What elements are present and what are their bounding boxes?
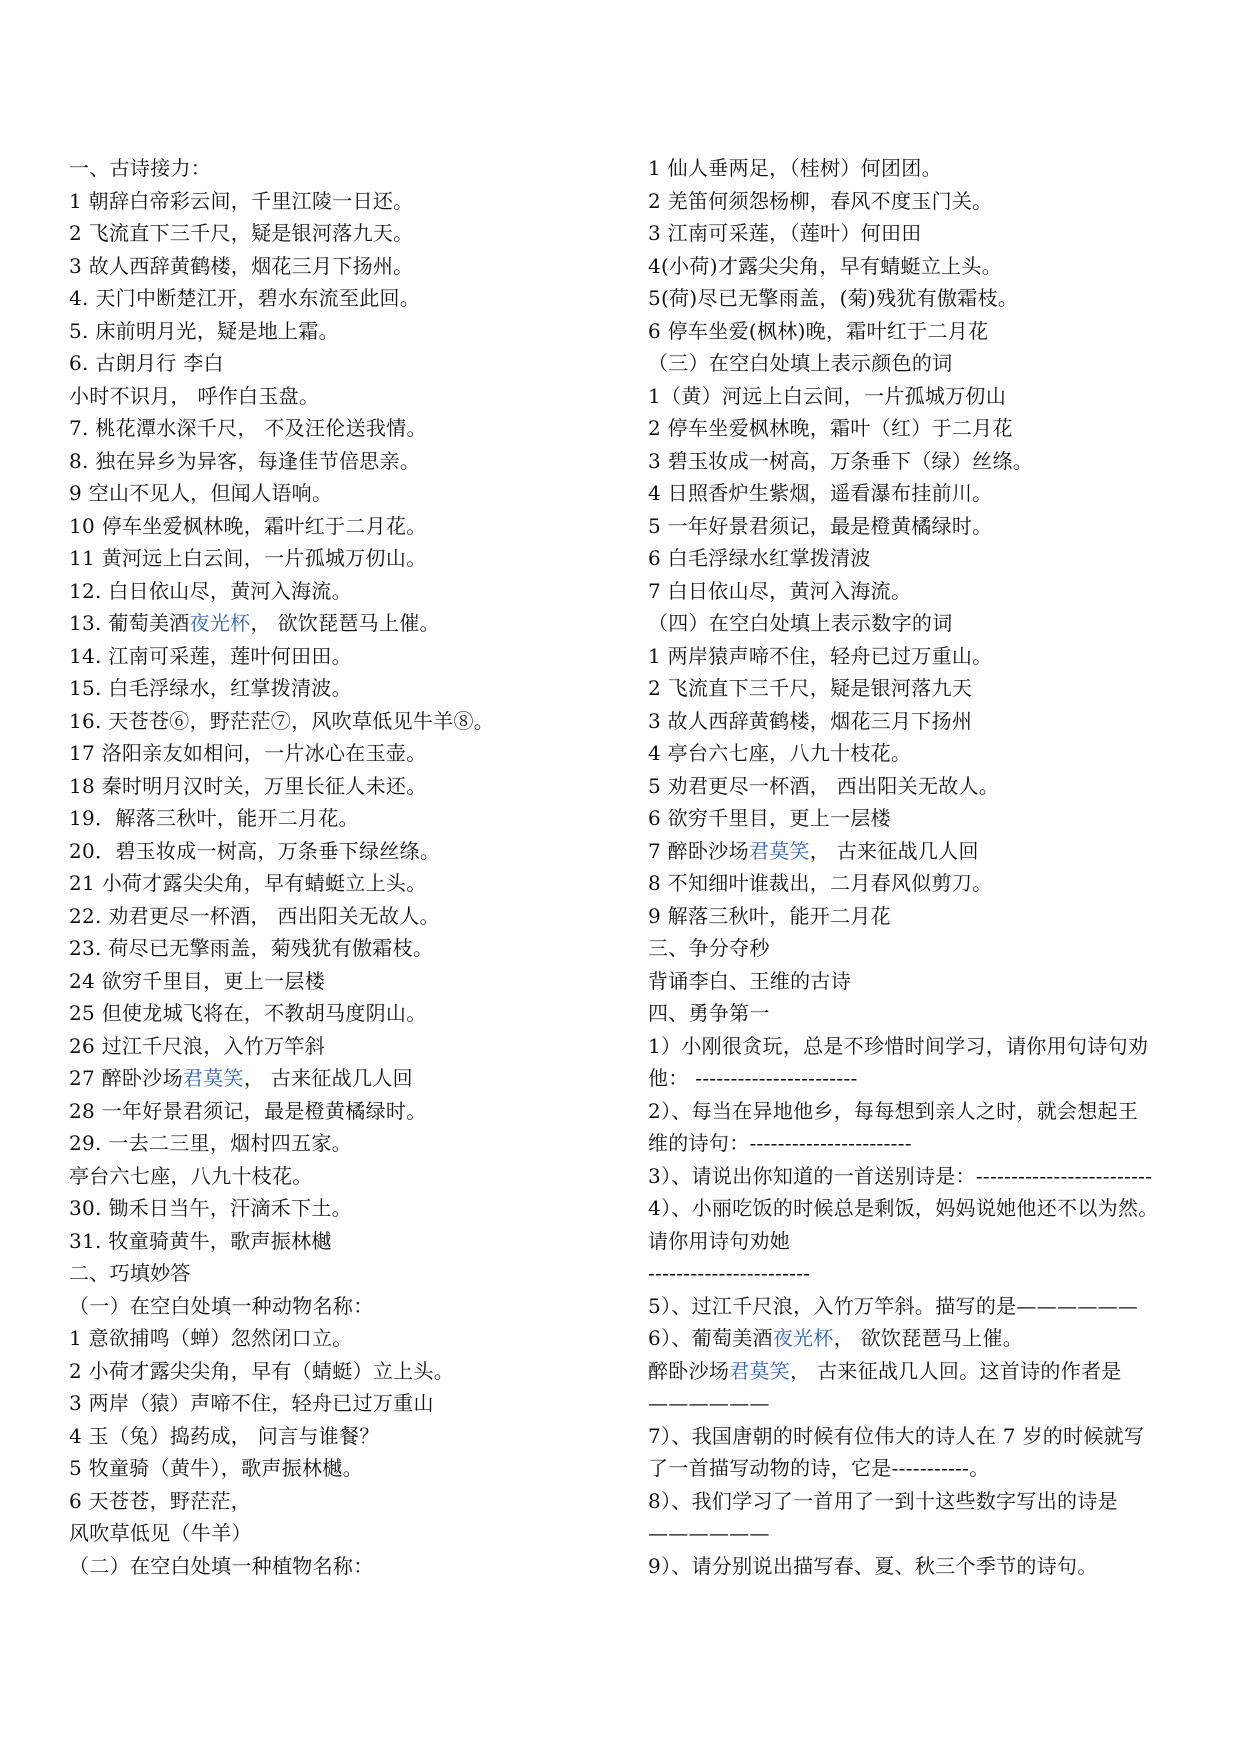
text-line: 23. 荷尽已无擎雨盖，菊残犹有傲霜枝。 (69, 936, 434, 960)
text-line: —————— (648, 1521, 770, 1545)
text-line: 4）、小丽吃饭的时候总是剩饭，妈妈说她他还不以为然。 (648, 1196, 1159, 1220)
text-line: 15. 白毛浮绿水，红掌拨清波。 (69, 676, 352, 700)
text-line: 24 欲穷千里目，更上一层楼 (69, 968, 326, 993)
text-line: 19．解落三秋叶，能开二月花。 (69, 806, 359, 830)
text-segment: 27 醉卧沙场 (69, 1066, 183, 1090)
text-line (69, 1062, 629, 1095)
text-line: 3 江南可采莲，（莲叶）何田田 (648, 221, 922, 245)
text-line: 6 白毛浮绿水红掌拨清波 (648, 546, 871, 570)
text-line: 3 故人西辞黄鹤楼，烟花三月下扬州 (648, 708, 973, 733)
text-line: 14. 江南可采莲，莲叶何田田。 (69, 643, 352, 668)
text-segment: ， 古来征战几人回 (243, 1066, 413, 1090)
text-segment: 醉卧沙场 (648, 1358, 730, 1383)
text-line (69, 607, 629, 640)
text-line: 22. 劝君更尽一杯酒， 西出阳关无故人。 (69, 903, 440, 928)
text-line: 18 秦时明月汉时关，万里长征人未还。 (69, 773, 427, 798)
text-line: 1 仙人垂两足，（桂树）何团团。 (648, 156, 942, 180)
text-line: 一、古诗接力： (69, 156, 212, 180)
text-line: 28 一年好景君须记，最是橙黄橘绿时。 (69, 1098, 427, 1123)
text-line: （四）在空白处填上表示数字的词 (648, 611, 953, 635)
text-line: 25 但使龙城飞将在，不教胡马度阴山。 (69, 1001, 427, 1025)
text-line: 16. 天苍苍⑥，野茫茫⑦，风吹草低见牛羊⑧。 (69, 708, 495, 733)
text-line: 背诵李白、王维的古诗 (648, 968, 851, 993)
text-line: 9）、请分别说出描写春、夏、秋三个季节的诗句。 (648, 1553, 1098, 1578)
text-line: 6 停车坐爱(枫林)晚，霜叶红于二月花 (648, 318, 989, 343)
text-segment: 13. 葡萄美酒 (69, 611, 190, 635)
text-line: 5(荷)尽已无擎雨盖，(菊)残犹有傲霜枝。 (648, 286, 1019, 310)
text-line: 8 不知细叶谁裁出，二月春风似剪刀。 (648, 871, 993, 895)
text-line: 2 羌笛何须怨杨柳，春风不度玉门关。 (648, 188, 993, 213)
text-line: 5. 床前明月光，疑是地上霜。 (69, 318, 339, 343)
text-segment: ， 欲饮琵琶马上催。 (833, 1326, 1024, 1350)
highlighted-text: 君莫笑 (182, 1066, 244, 1090)
text-line: 二、巧填妙答 (69, 1261, 191, 1285)
text-segment: ， 古来征战几人回 (809, 838, 979, 863)
text-line: （三）在空白处填上表示颜色的词 (648, 351, 953, 375)
text-line: （一）在空白处填一种动物名称： (69, 1293, 374, 1318)
text-line: 9 解落三秋叶，能开二月花 (648, 903, 891, 928)
highlighted-text: 夜光杯 (189, 611, 251, 635)
text-line (648, 1355, 1188, 1388)
text-segment: ， 欲饮琵琶马上催。 (250, 611, 440, 635)
text-line: 1 意欲捕鸣（蝉）忽然闭口立。 (69, 1326, 353, 1350)
text-line: 三、争分夺秒 (648, 936, 770, 960)
text-line: 3 故人西辞黄鹤楼，烟花三月下扬州。 (69, 253, 414, 278)
right-column (648, 152, 1188, 1582)
text-line: 6 天苍苍，野茫茫， (69, 1488, 252, 1513)
text-line: 四、勇争第一 (648, 1001, 770, 1025)
text-line: 4 日照香炉生紫烟，遥看瀑布挂前川。 (648, 481, 993, 505)
highlighted-text: 君莫笑 (748, 838, 810, 863)
text-line: 31. 牧童骑黄牛，歌声振林樾 (69, 1228, 332, 1253)
text-line: 1）小刚很贪玩，总是不珍惜时间学习，请你用句诗句劝 (648, 1033, 1149, 1058)
text-line: 8）、我们学习了一首用了一到十这些数字写出的诗是 (648, 1488, 1118, 1513)
text-line: 维的诗句：----------------------- (648, 1131, 912, 1155)
text-line (648, 835, 1188, 868)
text-line: 6. 古朗月行 李白 (69, 351, 224, 375)
text-line: 20．碧玉妆成一树高，万条垂下绿丝绦。 (69, 838, 441, 863)
text-line: 5 牧童骑（黄牛），歌声振林樾。 (69, 1456, 363, 1480)
text-line: 2 小荷才露尖尖角，早有（蜻蜓）立上头。 (69, 1358, 455, 1383)
text-line: 他： ----------------------- (648, 1066, 858, 1090)
text-line: 29. 一去二三里，烟村四五家。 (69, 1131, 352, 1155)
text-line: 1 朝辞白帝彩云间，千里江陵一日还。 (69, 188, 414, 213)
text-line: 10 停车坐爱枫林晚，霜叶红于二月花。 (69, 513, 427, 538)
text-line: 4. 天门中断楚江开，碧水东流至此回。 (69, 286, 421, 310)
text-line: 3）、请说出你知道的一首送别诗是：------------------------- (648, 1163, 1153, 1188)
text-line (648, 1322, 1188, 1355)
text-line: 21 小荷才露尖尖角，早有蜻蜓立上头。 (69, 871, 427, 895)
text-line: 4 亭台六七座，八九十枝花。 (648, 741, 912, 765)
text-line: 5）、过江千尺浪，入竹万竿斜。描写的是—————— (648, 1293, 1139, 1318)
text-line: 26 过江千尺浪，入竹万竿斜 (69, 1033, 326, 1058)
highlighted-text: 夜光杯 (772, 1326, 834, 1350)
left-column (69, 152, 629, 1582)
text-line: 11 黄河远上白云间，一片孤城万仞山。 (69, 546, 427, 570)
text-segment: 6）、葡萄美酒 (648, 1326, 773, 1350)
text-line: 9 空山不见人，但闻人语响。 (69, 481, 333, 505)
text-line: 1 两岸猿声啼不住，轻舟已过万重山。 (648, 643, 993, 668)
text-line: ----------------------- (648, 1261, 811, 1285)
text-line: 30. 锄禾日当午，汗滴禾下土。 (69, 1196, 352, 1220)
text-line: 5 劝君更尽一杯酒， 西出阳关无故人。 (648, 773, 1000, 798)
text-line: 8. 独在异乡为异客，每逢佳节倍思亲。 (69, 448, 421, 473)
text-line: 12. 白日依山尽，黄河入海流。 (69, 578, 352, 603)
text-line: 2 停车坐爱枫林晚，霜叶（红）于二月花 (648, 416, 1013, 440)
text-line: 3 碧玉妆成一树高，万条垂下（绿）丝绦。 (648, 448, 1034, 473)
text-line: 4 玉（兔）捣药成， 问言与谁餐？ (69, 1423, 380, 1448)
text-line: 17 洛阳亲友如相问，一片冰心在玉壶。 (69, 741, 427, 765)
text-segment: 7 醉卧沙场 (648, 838, 749, 863)
text-line: 6 欲穷千里目，更上一层楼 (648, 806, 891, 830)
text-line: 7）、我国唐朝的时候有位伟大的诗人在 7 岁的时候就写 (648, 1423, 1145, 1448)
text-line: 亭台六七座，八九十枝花。 (69, 1163, 313, 1188)
text-segment: ， 古来征战几人回。这首诗的作者是 (790, 1358, 1122, 1383)
text-line: 风吹草低见（牛羊） (69, 1521, 252, 1545)
text-line: 7. 桃花潭水深千尺， 不及汪伦送我情。 (69, 416, 427, 440)
text-line: 1（黄）河远上白云间，一片孤城万仞山 (648, 383, 1007, 408)
text-line: 7 白日依山尽，黄河入海流。 (648, 578, 912, 603)
text-line: 小时不识月， 呼作白玉盘。 (69, 383, 320, 408)
text-line: （二）在空白处填一种植物名称： (69, 1553, 374, 1578)
highlighted-text: 君莫笑 (729, 1358, 791, 1383)
text-line: 2 飞流直下三千尺，疑是银河落九天 (648, 676, 973, 700)
text-line: 4(小荷)才露尖尖角，早有蜻蜓立上头。 (648, 253, 1003, 278)
text-line: 2 飞流直下三千尺，疑是银河落九天。 (69, 221, 414, 245)
text-line: —————— (648, 1391, 770, 1415)
text-line: 请你用诗句劝她 (648, 1228, 791, 1253)
text-line: 2）、每当在异地他乡，每每想到亲人之时，就会想起王 (648, 1098, 1139, 1123)
text-line: 5 一年好景君须记，最是橙黄橘绿时。 (648, 513, 993, 538)
text-line: 3 两岸（猿）声啼不住，轻舟已过万重山 (69, 1391, 434, 1415)
text-line: 了一首描写动物的诗，它是-----------。 (648, 1456, 990, 1480)
